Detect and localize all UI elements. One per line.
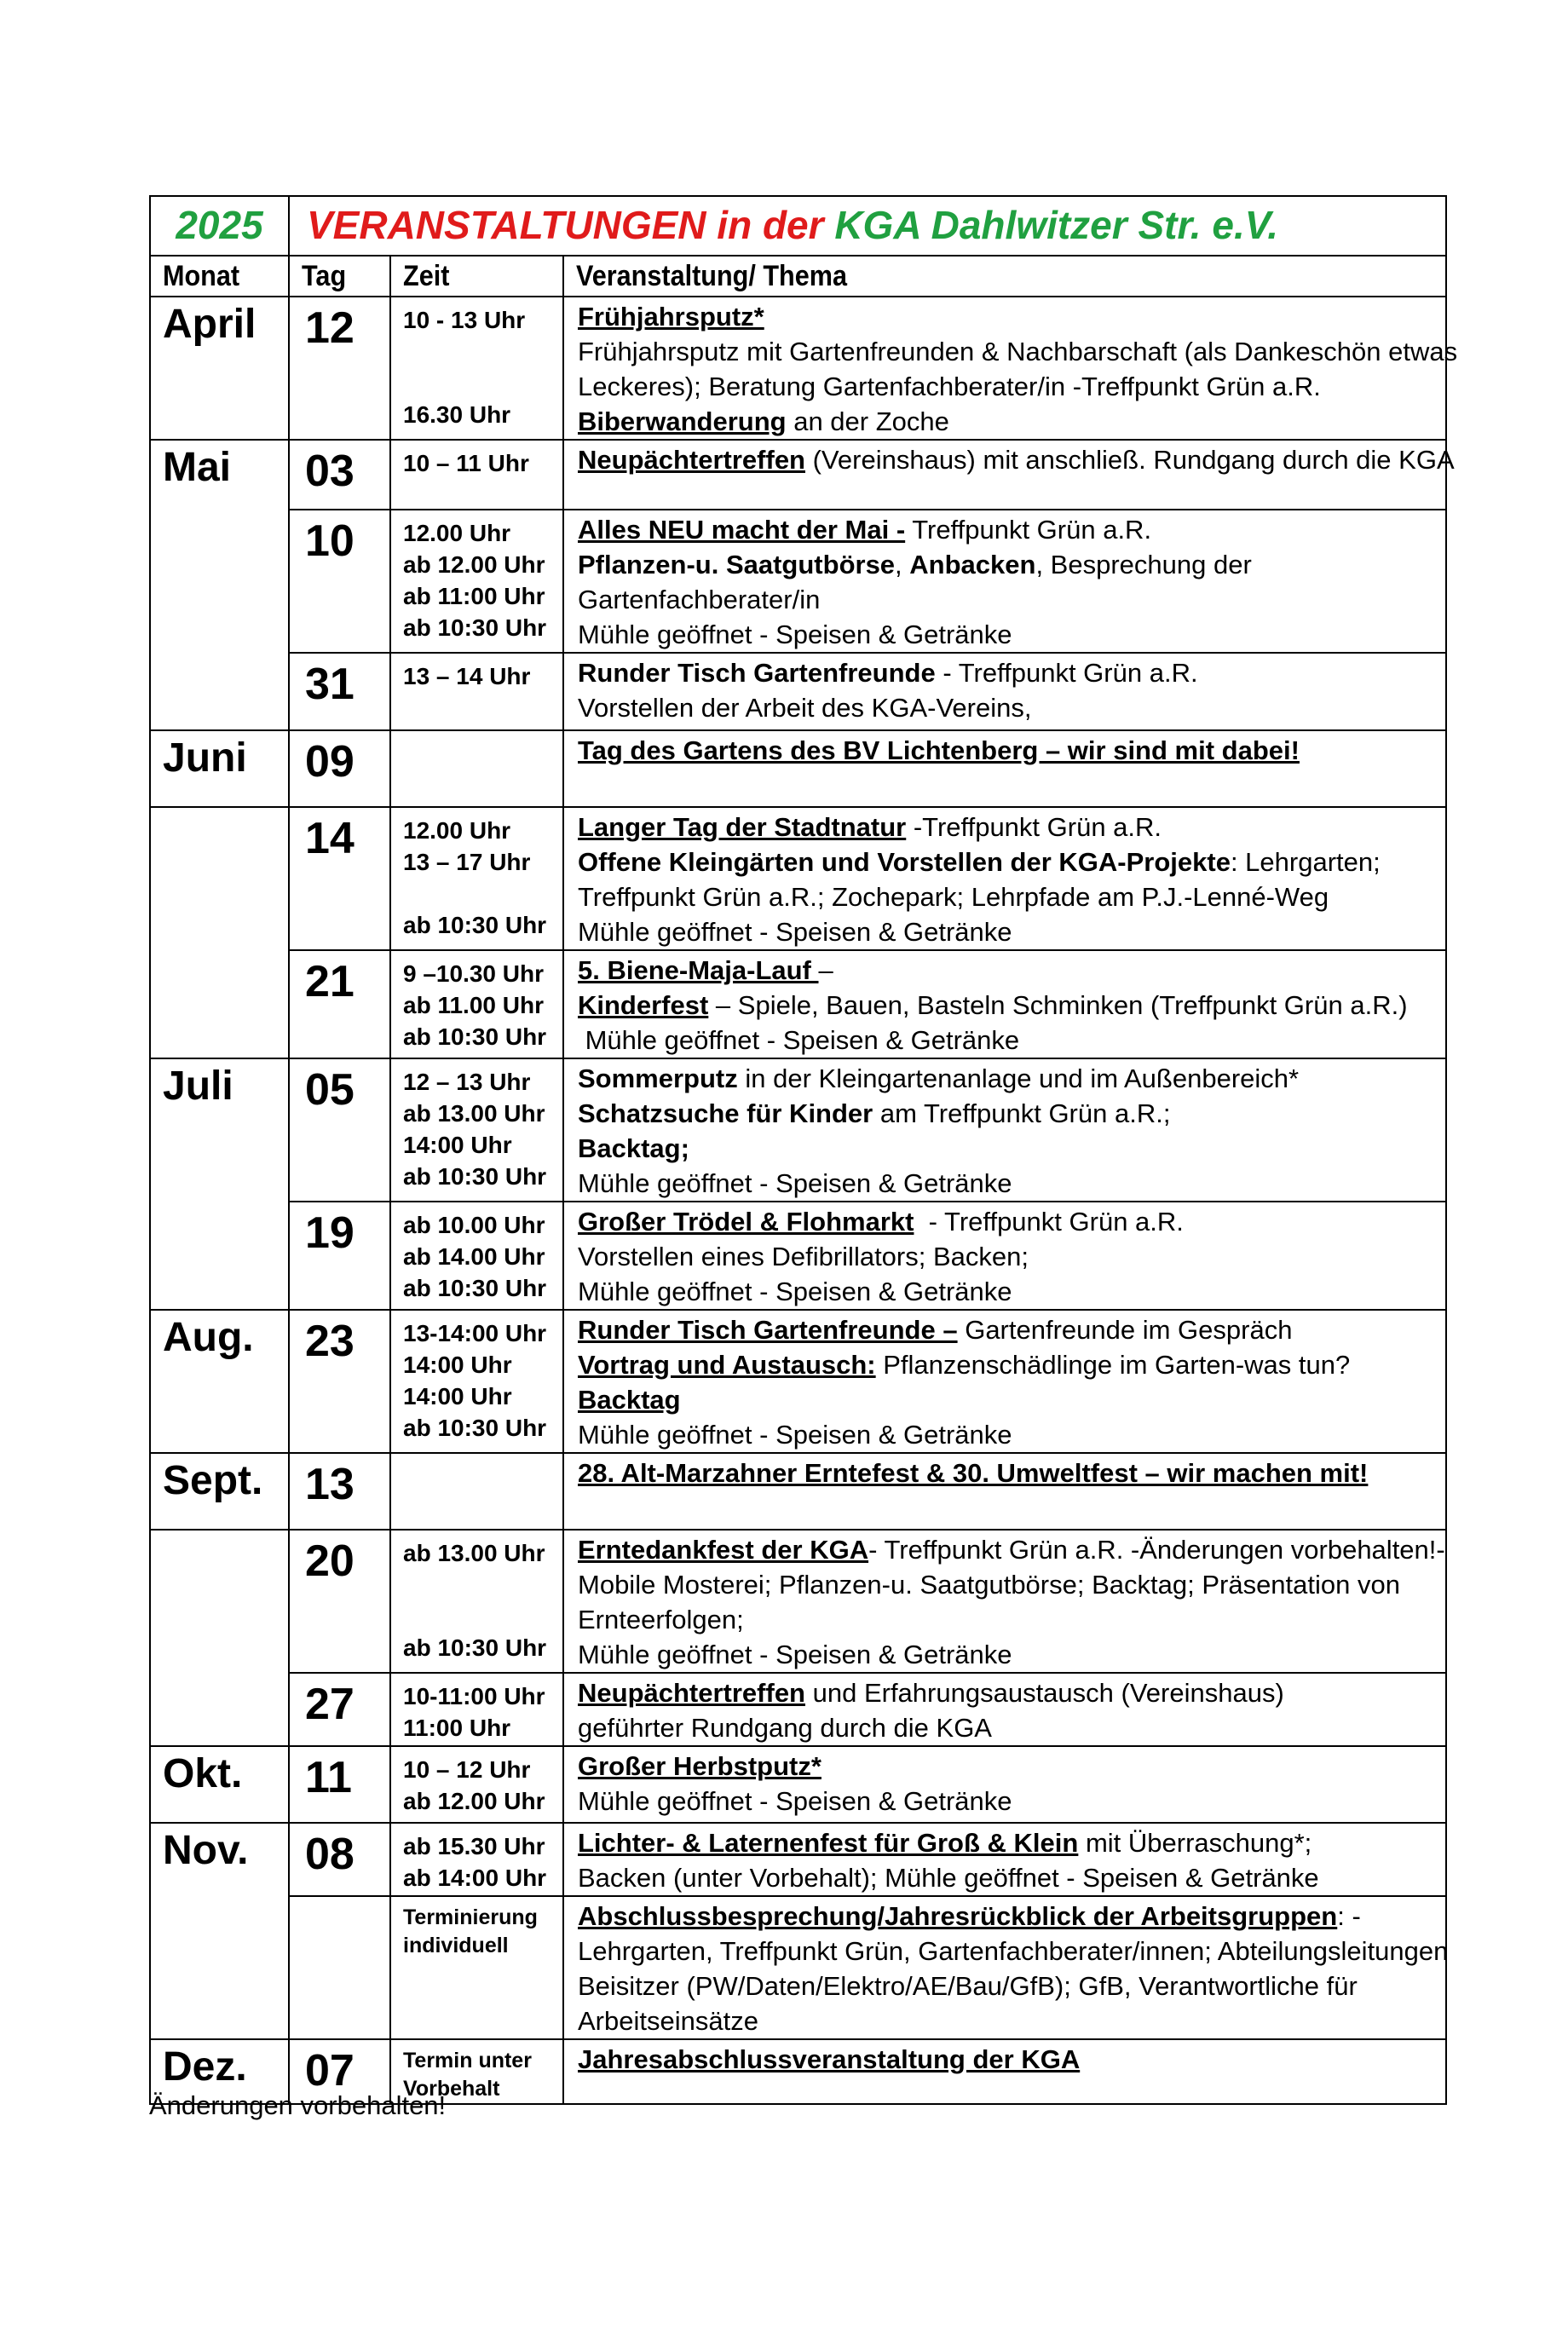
- time-cell: [390, 1823, 563, 1896]
- event-line: [578, 1825, 1437, 1860]
- event-text: Neupächtertreffen: [578, 1678, 805, 1708]
- event-cell: [563, 1202, 1446, 1310]
- event-text: Jahresabschlussveranstaltung der KGA: [578, 2044, 1081, 2074]
- time-line: Vorbehalt: [403, 2077, 500, 2101]
- header-month: Monat: [150, 256, 289, 297]
- time-cell: [390, 297, 563, 440]
- event-line: [578, 617, 1437, 652]
- table-row: [150, 730, 1446, 807]
- event-text: Vorstellen der Arbeit des KGA-Vereins,: [578, 693, 1032, 723]
- time-cell: [390, 1202, 563, 1310]
- day-cell: 05: [289, 1058, 390, 1202]
- day-cell: 14: [289, 807, 390, 950]
- event-line: [578, 1456, 1437, 1490]
- event-text: Abschlussbesprechung/Jahresrückblick der Arbeitsgruppen: [578, 1901, 1338, 1931]
- event-cell: [563, 1453, 1446, 1530]
- page-title: [289, 196, 1446, 256]
- month-cell: Juli: [150, 1058, 289, 1310]
- event-text: - Treffpunkt Grün a.R.: [935, 658, 1198, 688]
- day-cell: 11: [289, 1746, 390, 1823]
- table-row: [150, 1530, 1446, 1673]
- time-line: 14:00 Uhr: [403, 1352, 512, 1378]
- event-text: -Treffpunkt Grün a.R.: [906, 812, 1162, 842]
- month-cell: Juni: [150, 730, 289, 807]
- time-line: 10 – 11 Uhr: [403, 450, 529, 476]
- event-line: [578, 2003, 1437, 2038]
- table-row: [150, 653, 1446, 730]
- time-line: 13 – 17 Uhr: [403, 849, 531, 875]
- event-cell: [563, 653, 1446, 730]
- event-text: Ernteerfolgen;: [578, 1605, 744, 1634]
- event-line: [578, 1204, 1437, 1239]
- event-text: Mühle geöffnet - Speisen & Getränke: [578, 917, 1012, 947]
- event-line: [578, 1096, 1437, 1131]
- table-row: [150, 440, 1446, 510]
- event-cell: [563, 1746, 1446, 1823]
- event-text: Mühle geöffnet - Speisen & Getränke: [578, 1168, 1012, 1198]
- header-time: Zeit: [390, 256, 563, 297]
- table-row: [150, 1453, 1446, 1530]
- events-table: [149, 195, 1458, 2105]
- month-cell: [150, 1530, 289, 1746]
- time-line: ab 15.30 Uhr: [403, 1833, 545, 1859]
- event-text: ,: [895, 550, 910, 579]
- event-line: [578, 1061, 1437, 1096]
- table-row: [150, 950, 1446, 1058]
- event-text: –: [818, 955, 833, 985]
- table-row: [150, 1823, 1446, 1896]
- month-cell: April: [150, 297, 289, 440]
- day-cell: 10: [289, 510, 390, 653]
- event-line: [578, 582, 1437, 617]
- time-line: ab 10:30 Uhr: [403, 912, 547, 938]
- event-line: [578, 1532, 1445, 1567]
- event-line: [578, 810, 1437, 845]
- table-row: [150, 1673, 1446, 1746]
- table-row: [150, 1746, 1446, 1823]
- event-text: Alles NEU macht der Mai -: [578, 515, 906, 545]
- event-text: Runder Tisch Gartenfreunde: [578, 658, 936, 688]
- title-row: [150, 196, 1446, 256]
- event-line: [578, 1417, 1437, 1452]
- day-cell: 31: [289, 653, 390, 730]
- event-text: Mühle geöffnet - Speisen & Getränke: [578, 1640, 1012, 1669]
- header-row: [150, 256, 1446, 297]
- event-line: [578, 845, 1437, 879]
- table-row: [150, 297, 1446, 440]
- table-row: [150, 1896, 1446, 2039]
- time-line: ab 10:30 Uhr: [403, 1634, 547, 1661]
- event-text: Sommerputz: [578, 1064, 738, 1093]
- event-cell: [563, 730, 1446, 807]
- event-line: [578, 299, 1437, 334]
- event-text: Offene Kleingärten und Vorstellen der KGA-Projekte: [578, 847, 1231, 877]
- time-cell: [390, 1896, 563, 2039]
- time-line: Terminierung: [403, 1905, 538, 1929]
- event-line: [578, 1567, 1437, 1602]
- event-text: Frühjahrsputz*: [578, 302, 764, 331]
- time-cell: [390, 1530, 563, 1673]
- event-text: geführter Rundgang durch die KGA: [578, 1713, 992, 1743]
- time-line: 12 – 13 Uhr: [403, 1069, 531, 1095]
- table-row: [150, 1058, 1446, 1202]
- event-text: am Treffpunkt Grün a.R.;: [873, 1098, 1171, 1128]
- day-cell: [289, 1896, 390, 2039]
- month-cell: Okt.: [150, 1746, 289, 1823]
- event-text: Schatzsuche für Kinder: [578, 1098, 873, 1128]
- month-cell: Nov.: [150, 1823, 289, 2039]
- event-line: [578, 1274, 1437, 1309]
- event-line: [578, 512, 1437, 547]
- day-cell: 13: [289, 1453, 390, 1530]
- time-line: ab 10.00 Uhr: [403, 1212, 545, 1238]
- title-year: 2025: [150, 196, 289, 256]
- event-line: [578, 1239, 1437, 1274]
- event-line: [578, 1710, 1437, 1745]
- event-line: [578, 1934, 1449, 1969]
- time-line: ab 10:30 Uhr: [403, 1023, 547, 1050]
- time-line: [403, 878, 562, 909]
- month-cell: Dez.: [150, 2039, 289, 2104]
- event-text: Backen (unter Vorbehalt); Mühle geöffnet - Speisen & Getränke: [578, 1863, 1319, 1893]
- event-line: [578, 988, 1437, 1023]
- time-cell: [390, 950, 563, 1058]
- time-cell: [390, 1058, 563, 1202]
- time-cell: [390, 510, 563, 653]
- table-row: [150, 807, 1446, 950]
- time-line: [403, 1569, 562, 1600]
- event-cell: [563, 1823, 1446, 1896]
- time-line: ab 13.00 Uhr: [403, 1100, 545, 1127]
- event-text: Anbacken: [909, 550, 1036, 579]
- event-line: [578, 1023, 1437, 1058]
- event-text: Frühjahrsputz mit Gartenfreunden & Nachbarschaft (als Dankeschön etwas: [578, 337, 1458, 366]
- event-text: Arbeitseinsätze: [578, 2006, 758, 2036]
- event-line: [578, 547, 1437, 582]
- time-line: 13-14:00 Uhr: [403, 1320, 547, 1346]
- event-text: : Lehrgarten;: [1230, 847, 1381, 877]
- event-line: [578, 914, 1437, 949]
- table-row: [150, 1202, 1446, 1310]
- event-line: [578, 1860, 1437, 1895]
- event-text: Mühle geöffnet - Speisen & Getränke: [578, 1420, 1012, 1450]
- event-text: Gartenfreunde im Gespräch: [957, 1315, 1293, 1345]
- time-line: 11:00 Uhr: [403, 1715, 511, 1741]
- event-cell: [563, 1310, 1446, 1453]
- title-part-1: VERANSTALTUNGEN in der: [307, 203, 835, 247]
- event-line: [578, 1166, 1437, 1201]
- event-text: Biberwanderung: [578, 406, 787, 436]
- time-line: 10 – 12 Uhr: [403, 1756, 531, 1783]
- time-line: ab 14.00 Uhr: [403, 1243, 545, 1270]
- event-cell: [563, 297, 1458, 440]
- event-text: Treffpunkt Grün a.R.; Zochepark; Lehrpfade am P.J.-Lenné-Weg: [578, 882, 1329, 912]
- event-text: Mühle geöffnet - Speisen & Getränke: [578, 620, 1012, 649]
- event-cell: [563, 2039, 1446, 2104]
- month-cell: Mai: [150, 440, 289, 730]
- event-cell: [563, 1896, 1449, 2039]
- event-line: [578, 1675, 1437, 1710]
- event-line: [578, 404, 1437, 439]
- time-line: 13 – 14 Uhr: [403, 663, 531, 689]
- time-cell: [390, 807, 563, 950]
- time-line: Termin unter: [403, 2049, 532, 2072]
- event-text: Kinderfest: [578, 990, 709, 1020]
- day-cell: 19: [289, 1202, 390, 1310]
- event-cell: [563, 1673, 1446, 1746]
- event-line: [578, 1899, 1437, 1934]
- event-text: 5. Biene-Maja-Lauf: [578, 955, 819, 985]
- event-text: Mühle geöffnet - Speisen & Getränke: [578, 1786, 1012, 1816]
- event-text: Mühle geöffnet - Speisen & Getränke: [578, 1277, 1012, 1306]
- day-cell: 27: [289, 1673, 390, 1746]
- time-line: individuell: [403, 1934, 509, 1957]
- event-text: in der Kleingartenanlage und im Außenbereich*: [737, 1064, 1300, 1093]
- time-line: 16.30 Uhr: [403, 401, 511, 428]
- event-text: Tag des Gartens des BV Lichtenberg – wir sind mit dabei!: [578, 735, 1300, 765]
- time-line: [403, 367, 562, 399]
- event-text: : -: [1337, 1901, 1361, 1931]
- event-cell: [563, 1530, 1446, 1673]
- event-text: Vorstellen eines Defibrillators; Backen;: [578, 1242, 1029, 1271]
- time-cell: [390, 1746, 563, 1823]
- footer-note: Änderungen vorbehalten!: [149, 2090, 447, 2120]
- time-line: [403, 336, 562, 367]
- event-text: Treffpunkt Grün a.R.: [905, 515, 1152, 545]
- time-line: 12.00 Uhr: [403, 520, 511, 546]
- event-text: 28. Alt-Marzahner Erntefest & 30. Umweltfest – wir machen mit!: [578, 1458, 1369, 1488]
- event-text: und Erfahrungsaustausch (Vereinshaus): [805, 1678, 1284, 1708]
- event-text: Gartenfachberater/in: [578, 585, 821, 614]
- event-text: Backtag: [578, 1385, 681, 1415]
- event-text: Großer Trödel & Flohmarkt: [578, 1207, 914, 1237]
- event-text: Lichter- & Laternenfest für Groß & Klein: [578, 1828, 1079, 1858]
- time-line: 12.00 Uhr: [403, 817, 511, 844]
- event-text: Großer Herbstputz*: [578, 1751, 821, 1781]
- time-line: 14:00 Uhr: [403, 1383, 512, 1409]
- day-cell: 23: [289, 1310, 390, 1453]
- time-line: ab 12.00 Uhr: [403, 1788, 545, 1814]
- event-text: Pflanzen-u. Saatgutbörse: [578, 550, 896, 579]
- day-cell: 09: [289, 730, 390, 807]
- time-cell: [390, 653, 563, 730]
- event-cell: [563, 1058, 1446, 1202]
- event-text: - Treffpunkt Grün a.R. -Änderungen vorbehalten!-: [868, 1535, 1445, 1565]
- event-text: Runder Tisch Gartenfreunde –: [578, 1315, 958, 1345]
- event-line: [578, 1131, 1437, 1166]
- event-text: an der Zoche: [786, 406, 949, 436]
- time-line: ab 12.00 Uhr: [403, 551, 545, 578]
- event-text: Lehrgarten, Treffpunkt Grün, Gartenfachberater/innen; Abteilungsleitungen: [578, 1936, 1449, 1966]
- event-cell: [563, 510, 1446, 653]
- time-cell: [390, 1673, 563, 1746]
- event-text: mit Überraschung*;: [1078, 1828, 1312, 1858]
- event-line: [578, 1382, 1437, 1417]
- time-line: ab 10:30 Uhr: [403, 1275, 547, 1301]
- event-text: - Treffpunkt Grün a.R.: [914, 1207, 1184, 1237]
- event-line: [578, 1969, 1437, 2003]
- table-row: [150, 1310, 1446, 1453]
- event-text: Erntedankfest der KGA: [578, 1535, 869, 1565]
- event-text: Langer Tag der Stadtnatur: [578, 812, 907, 842]
- event-line: [578, 1602, 1437, 1637]
- event-line: [578, 1637, 1437, 1672]
- event-line: [578, 690, 1437, 725]
- event-text: Vortrag und Austausch:: [578, 1350, 876, 1380]
- event-line: [578, 369, 1437, 404]
- event-text: Pflanzenschädlinge im Garten-was tun?: [875, 1350, 1351, 1380]
- event-line: [578, 1312, 1437, 1347]
- time-cell: [390, 1453, 563, 1530]
- event-line: [578, 655, 1437, 690]
- event-text: – Spiele, Bauen, Basteln Schminken (Treffpunkt Grün a.R.): [708, 990, 1408, 1020]
- event-text: Beisitzer (PW/Daten/Elektro/AE/Bau/GfB); GfB, Verantwortliche für: [578, 1971, 1358, 2001]
- event-line: [578, 1784, 1437, 1819]
- day-cell: 12: [289, 297, 390, 440]
- table-row: [150, 510, 1446, 653]
- event-line: [578, 442, 1455, 477]
- time-line: 10-11:00 Uhr: [403, 1683, 545, 1709]
- event-cell: [563, 807, 1446, 950]
- month-cell: Sept.: [150, 1453, 289, 1530]
- time-cell: [390, 730, 563, 807]
- time-line: ab 11.00 Uhr: [403, 992, 544, 1018]
- event-cell: [563, 440, 1455, 510]
- time-cell: [390, 440, 563, 510]
- event-line: [578, 1347, 1437, 1382]
- event-text: Neupächtertreffen: [578, 445, 805, 475]
- time-line: ab 11:00 Uhr: [403, 583, 545, 609]
- event-text: Leckeres); Beratung Gartenfachberater/in -Treffpunkt Grün a.R.: [578, 372, 1321, 401]
- event-text: (Vereinshaus) mit anschließ. Rundgang durch die KGA: [805, 445, 1455, 475]
- month-cell: [150, 807, 289, 1058]
- time-line: 9 –10.30 Uhr: [403, 960, 544, 987]
- time-line: ab 10:30 Uhr: [403, 1163, 547, 1190]
- time-line: [403, 1600, 562, 1632]
- day-cell: 03: [289, 440, 390, 510]
- day-cell: 20: [289, 1530, 390, 1673]
- day-cell: 21: [289, 950, 390, 1058]
- time-line: ab 13.00 Uhr: [403, 1540, 545, 1566]
- event-line: [578, 733, 1437, 768]
- month-cell: Aug.: [150, 1310, 289, 1453]
- time-line: ab 10:30 Uhr: [403, 1415, 547, 1441]
- event-text: Backtag;: [578, 1133, 689, 1163]
- day-cell: 07: [289, 2039, 390, 2104]
- time-line: ab 14:00 Uhr: [403, 1865, 547, 1891]
- event-line: [578, 334, 1458, 369]
- event-cell: [563, 950, 1446, 1058]
- event-text: Mobile Mosterei; Pflanzen-u. Saatgutbörse; Backtag; Präsentation von: [578, 1570, 1400, 1600]
- event-line: [578, 953, 1437, 988]
- title-part-2: KGA Dahlwitzer Str. e.V.: [834, 203, 1278, 247]
- time-cell: [390, 1310, 563, 1453]
- time-line: 14:00 Uhr: [403, 1132, 512, 1158]
- event-line: [578, 879, 1437, 914]
- day-cell: 08: [289, 1823, 390, 1896]
- time-line: ab 10:30 Uhr: [403, 614, 547, 641]
- header-day: Tag: [289, 256, 390, 297]
- event-line: [578, 2042, 1437, 2077]
- time-line: 10 - 13 Uhr: [403, 307, 526, 333]
- event-text: Mühle geöffnet - Speisen & Getränke: [578, 1025, 1020, 1055]
- header-event: Veranstaltung/ Thema: [563, 256, 1446, 297]
- event-text: , Besprechung der: [1035, 550, 1252, 579]
- event-line: [578, 1749, 1437, 1784]
